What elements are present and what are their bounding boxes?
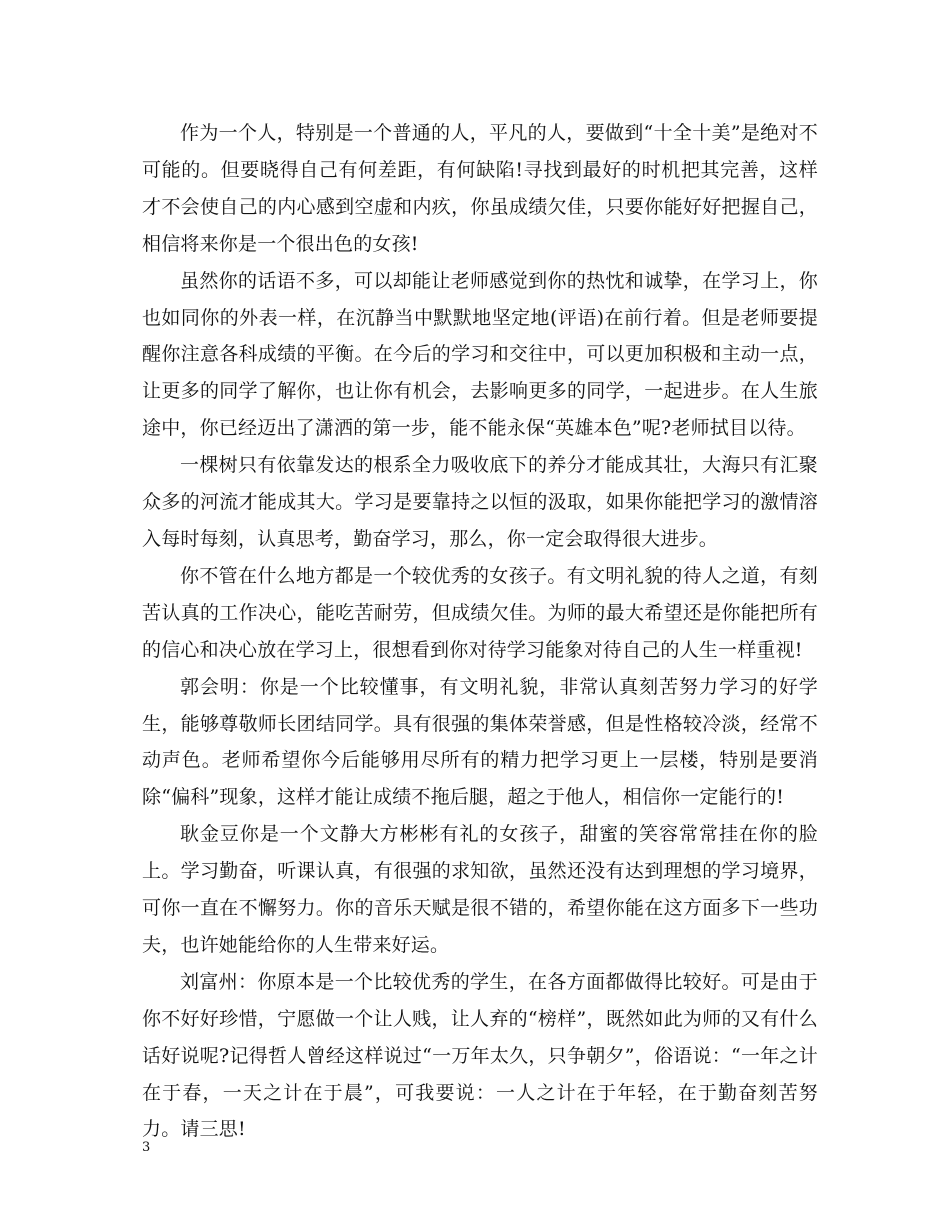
paragraph-5: 郭会明：你是一个比较懂事，有文明礼貌，非常认真刻苦努力学习的好学生，能够尊敬师长团结同学。具有很强的集体荣誉感，但是性格较冷淡，经常不动声色。老师希望你今后能够用尽所有的精力把学习更上一层楼，特别是要消除“偏科”现象，这样才能让成绩不拖后腿，超之于他人，相信你一定能行的! bbox=[142, 675, 818, 809]
paragraph-1: 作为一个人，特别是一个普通的人，平凡的人，要做到“十全十美”是绝对不可能的。但要晓得自己有何差距，有何缺陷!寻找到最好的时机把其完善，这样才不会使自己的内心感到空虚和内疚，你虽成绩欠佳，只要你能好好把握自己，相信将来你是一个很出色的女孩! bbox=[142, 122, 818, 255]
paragraph-6: 耿金豆你是一个文静大方彬彬有礼的女孩子，甜蜜的笑容常常挂在你的脸上。学习勤奋，听课认真，有很强的求知欲，虽然还没有达到理想的学习境界，可你一直在不懈努力。你的音乐天赋是很不错的，希望你能在这方面多下一些功夫，也许她能给你的人生带来好运。 bbox=[142, 823, 818, 956]
page-number: 3 bbox=[142, 1140, 151, 1155]
document-body bbox=[142, 115, 818, 1148]
paragraph-2: 虽然你的话语不多，可以却能让老师感觉到你的热忱和诚挚，在学习上，你也如同你的外表一样，在沉静当中默默地坚定地(评语)在前行着。但是老师要提醒你注意各科成绩的平衡。在今后的学习和交往中，可以更加积极和主动一点，让更多的同学了解你，也让你有机会，去影响更多的同学，一起进步。在人生旅途中，你已经迈出了潇洒的第一步，能不能永保“英雄本色”呢?老师拭目以待。 bbox=[142, 269, 818, 440]
paragraph-3: 一棵树只有依靠发达的根系全力吸收底下的养分才能成其壮，大海只有汇聚众多的河流才能成其大。学习是要靠持之以恒的汲取，如果你能把学习的激情溶入每时每刻，认真思考，勤奋学习，那么，你一定会取得很大进步。 bbox=[142, 454, 818, 550]
paragraph-4: 你不管在什么地方都是一个较优秀的女孩子。有文明礼貌的待人之道，有刻苦认真的工作决心，能吃苦耐劳，但成绩欠佳。为师的最大希望还是你能把所有的信心和决心放在学习上，很想看到你对待学习能象对待自己的人生一样重视! bbox=[142, 564, 818, 661]
paragraph-7: 刘富州：你原本是一个比较优秀的学生，在各方面都做得比较好。可是由于你不好好珍惜，宁愿做一个让人贱，让人弃的“榜样”，既然如此为师的又有什么话好说呢?记得哲人曾经这样说过“一万年太久，只争朝夕”，俗语说：“一年之计在于春，一天之计在于晨”，可我要说：一人之计在于年轻，在于勤奋刻苦努力。请三思! bbox=[142, 970, 818, 1141]
